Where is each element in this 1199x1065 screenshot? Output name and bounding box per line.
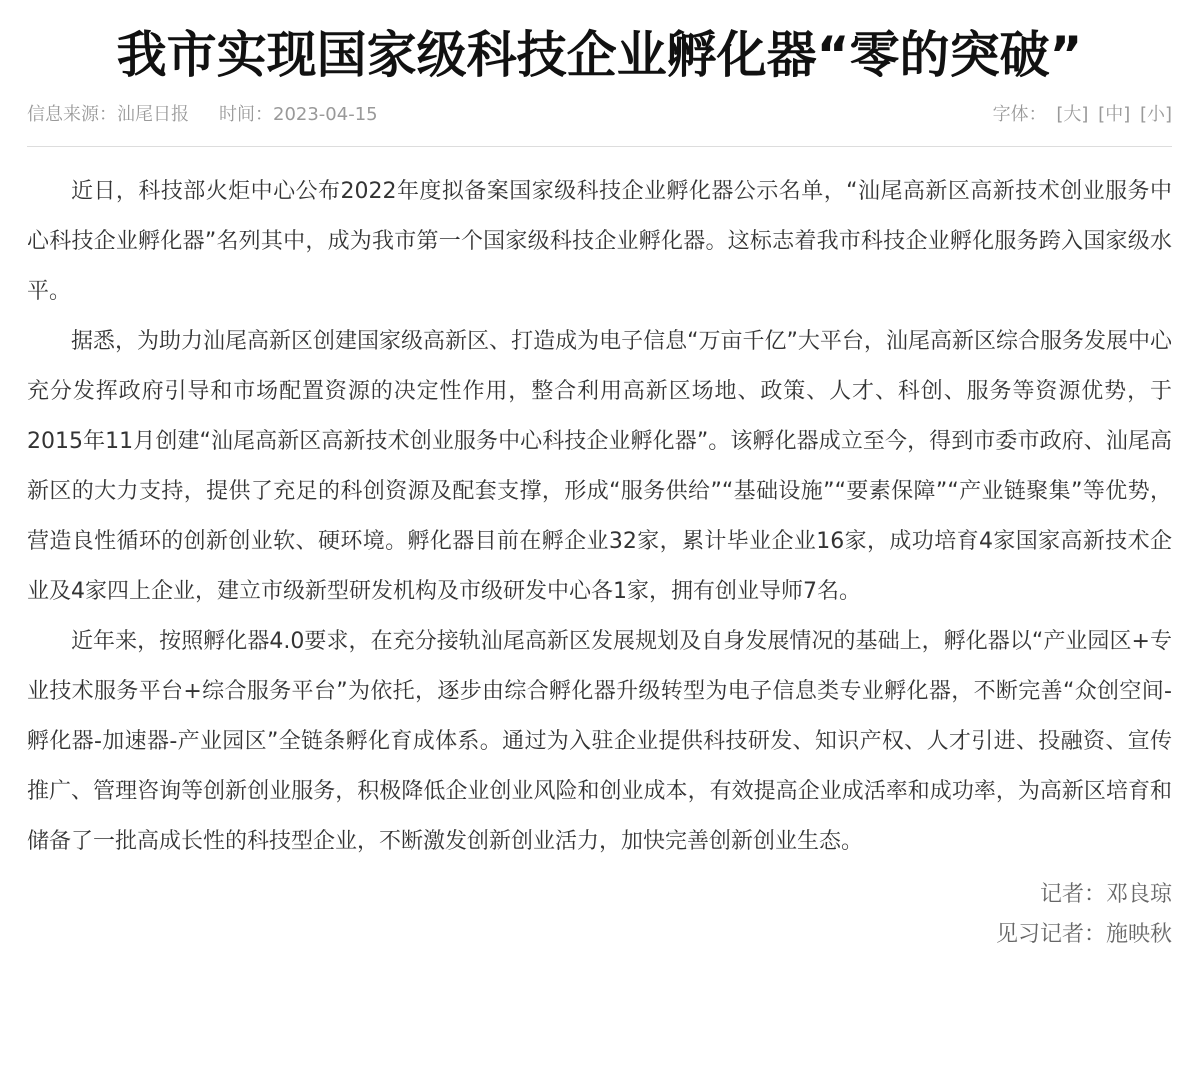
meta-info bbox=[27, 100, 378, 126]
article-content bbox=[27, 167, 1172, 867]
font-medium-button[interactable]: [中] bbox=[1098, 104, 1131, 125]
article bbox=[27, 0, 1172, 955]
header-divider bbox=[27, 146, 1172, 147]
intern-reporter: 见习记者：施映秋 bbox=[995, 922, 1172, 947]
font-large-button[interactable]: [大] bbox=[1056, 104, 1089, 125]
paragraph: 据悉，为助力汕尾高新区创建国家级高新区、打造成为电子信息“万亩千亿”大平台，汕尾高新区综合服务发展中心充分发挥政府引导和市场配置资源的决定性作用，整合利用高新区场地、政策、人才、科创、服务等资源优势，于2015年11月创建“汕尾高新区高新技术创业服务中心科技企业孵化器”。该孵化器成立至今，得到市委市政府、汕尾高新区的大力支持，提供了充足的科创资源及配套支撑，形成“服务供给”“基础设施”“要素保障”“产业链聚集”等优势，营造良性循环的创新创业软、硬环境。孵化器目前在孵企业32家，累计毕业企业16家，成功培育4家国家高新技术企业及4家四上企业，建立市级新型研发机构及市级研发中心各1家，拥有创业导师7名。 bbox=[27, 329, 1172, 604]
article-signature bbox=[27, 875, 1172, 955]
font-small-button[interactable]: [小] bbox=[1139, 104, 1172, 125]
source-value: 汕尾日报 bbox=[117, 104, 189, 125]
time-value: 2023-04-15 bbox=[273, 104, 378, 125]
article-meta bbox=[27, 99, 1172, 127]
font-size-label: 字体： bbox=[992, 104, 1047, 125]
article-title: 我市实现国家级科技企业孵化器“零的突破” bbox=[116, 26, 1083, 84]
font-size-switch bbox=[993, 100, 1172, 126]
source-label: 信息来源： bbox=[27, 104, 117, 125]
paragraph: 近年来，按照孵化器4.0要求，在充分接轨汕尾高新区发展规划及自身发展情况的基础上，孵化器以“产业园区+专业技术服务平台+综合服务平台”为依托，逐步由综合孵化器升级转型为电子信息类专业孵化器，不断完善“众创空间-孵化器-加速器-产业园区”全链条孵化育成体系。通过为入驻企业提供科技研发、知识产权、人才引进、投融资、宣传推广、管理咨询等创新创业服务，积极降低企业创业风险和创业成本，有效提高企业成活率和成功率，为高新区培育和储备了一批高成长性的科技型企业，不断激发创新创业活力，加快完善创新创业生态。 bbox=[27, 629, 1172, 854]
time-label: 时间： bbox=[219, 104, 273, 125]
reporter: 记者：邓良琼 bbox=[1039, 882, 1172, 907]
paragraph: 近日，科技部火炬中心公布2022年度拟备案国家级科技企业孵化器公示名单，“汕尾高新区高新技术创业服务中心科技企业孵化器”名列其中，成为我市第一个国家级科技企业孵化器。这标志着我市科技企业孵化服务跨入国家级水平。 bbox=[27, 179, 1172, 304]
